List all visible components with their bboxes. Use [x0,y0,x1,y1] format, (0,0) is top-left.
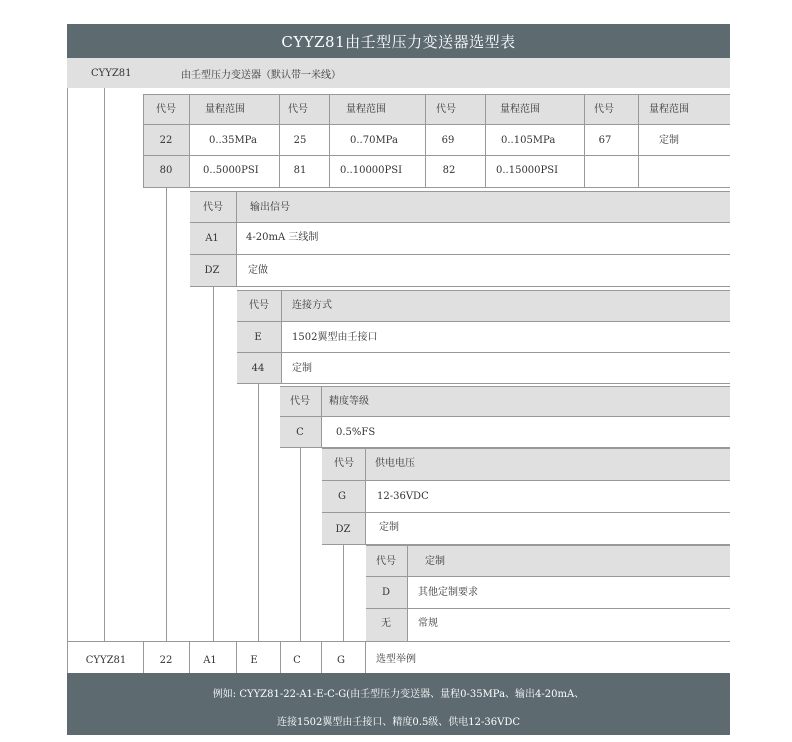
range-cell: 67 [598,135,612,146]
divider [190,254,730,255]
divider [143,124,730,125]
connector-line [258,383,259,641]
divider [143,94,730,95]
footer-line-2: 连接1502翼型由壬接口、精度0.5级、供电12-36VDC [276,717,521,728]
divider [189,94,190,187]
power-desc: 定制 [379,522,399,533]
divider [236,641,237,673]
output-desc: 定做 [248,265,268,276]
divider [281,290,282,383]
example-part: C [293,655,301,666]
divider [584,94,585,187]
divider [280,416,730,417]
connector-line [104,88,105,641]
custom-header-name: 定制 [425,556,445,567]
footer-line-1: 例如: CYYZ81-22-A1-E-C-G(由壬型压力变送器、量程0-35MPa、输出4-20mA、 [212,689,585,700]
example-part: CYYZ81 [85,655,127,666]
connection-header-name: 连接方式 [292,300,332,311]
model-description: 由壬型压力变送器（默认带一米线） [181,69,341,81]
divider [143,641,144,673]
range-cell: 定制 [659,135,679,146]
divider [143,155,730,156]
range-header: 代号 [594,104,614,115]
output-code: DZ [204,265,220,276]
custom-desc: 常规 [418,618,438,629]
range-header: 量程范围 [346,104,386,115]
divider [279,94,280,187]
divider [365,641,366,673]
connection-code: 44 [251,363,265,374]
footer-note [67,673,730,735]
divider [366,576,730,577]
divider [190,286,730,287]
range-cell: 80 [159,165,173,176]
divider [280,641,281,673]
divider [237,321,730,322]
connection-desc: 1502翼型由壬接口 [292,332,378,343]
range-header: 代号 [288,104,308,115]
range-cell: 22 [159,135,173,146]
connector-line [166,187,167,641]
example-part: 22 [159,655,173,666]
range-cell: 25 [293,135,307,146]
range-cell: 0..10000PSI [340,165,403,176]
range-cell: 0..15000PSI [496,165,559,176]
page-title: CYYZ81由壬型压力变送器选型表 [67,24,730,58]
accuracy-code: C [296,427,304,438]
divider [365,448,366,544]
connector-line [343,544,344,641]
accuracy-header-name: 精度等级 [329,396,369,407]
accuracy-desc: 0.5%FS [336,427,376,438]
divider [638,94,639,187]
divider [321,386,322,447]
range-header: 量程范围 [500,104,540,115]
example-part: E [250,655,258,666]
divider [322,512,730,513]
range-cell: 81 [293,165,307,176]
divider [237,383,730,384]
output-code: A1 [205,233,219,244]
example-part: A1 [203,655,217,666]
custom-code: D [381,587,391,598]
divider [143,94,144,187]
output-header-code: 代号 [203,202,223,213]
range-cell: 0..35MPa [209,135,257,146]
range-header: 量程范围 [649,104,689,115]
divider [280,386,730,387]
connector-line [213,286,214,641]
power-code: DZ [335,524,351,535]
divider [407,545,408,641]
range-cell: 82 [442,165,456,176]
range-cell: 0..105MPa [501,135,556,146]
example-part: G [337,655,345,666]
model-code: CYYZ81 [91,67,132,79]
accuracy-header-code: 代号 [290,396,310,407]
divider [329,94,330,187]
custom-desc: 其他定制要求 [418,587,478,598]
range-header: 代号 [156,104,176,115]
divider [322,480,730,481]
divider [190,191,730,192]
range-header: 量程范围 [205,104,245,115]
divider [143,187,730,188]
divider [67,641,730,642]
custom-header-row [366,545,730,576]
power-code: G [338,491,346,502]
divider [189,641,190,673]
example-label: 选型举例 [376,654,416,665]
frame-line [67,88,68,673]
divider [322,448,730,449]
range-cell: 69 [441,135,455,146]
divider [236,191,237,286]
output-header-name: 输出信号 [250,202,290,213]
divider [366,545,730,546]
divider [190,222,730,223]
range-header: 代号 [436,104,456,115]
connector-line [300,447,301,641]
range-cell: 0..70MPa [350,135,398,146]
divider [485,94,486,187]
connection-code: E [254,332,262,343]
custom-code: 无 [381,618,391,629]
connection-desc: 定制 [292,363,312,374]
connection-header-code: 代号 [249,300,269,311]
divider [425,94,426,187]
model-row [67,58,730,88]
divider [237,290,730,291]
output-desc: 4-20mA 三线制 [246,232,319,243]
range-cell: 0..5000PSI [203,165,259,176]
power-header-name: 供电电压 [375,458,415,469]
power-header-code: 代号 [334,458,354,469]
divider [321,641,322,673]
divider [237,352,730,353]
power-desc: 12-36VDC [377,491,429,502]
divider [366,608,730,609]
custom-header-code: 代号 [376,556,396,567]
